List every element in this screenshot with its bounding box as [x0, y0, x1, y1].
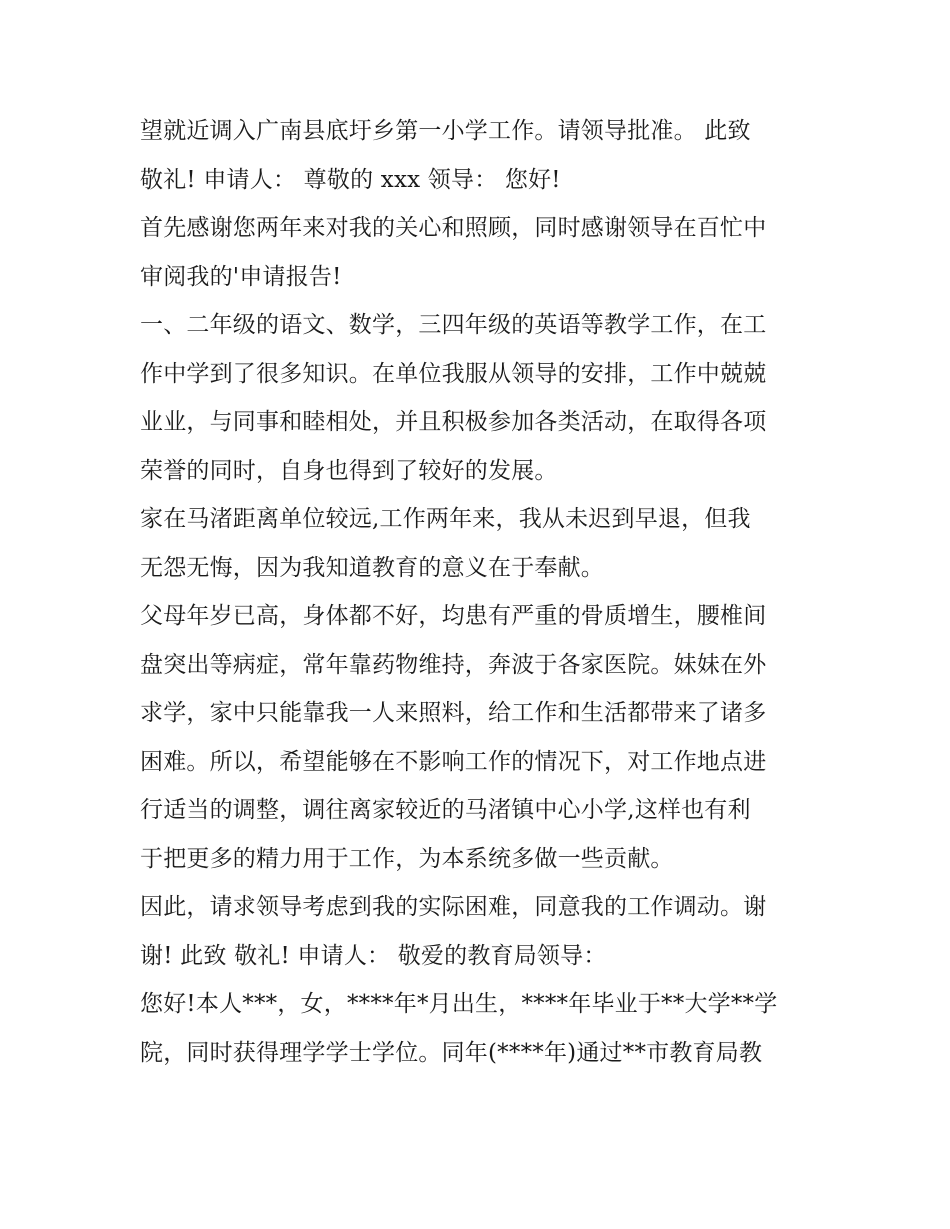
text-line: 盘突出等病症，常年靠药物维持，奔波于各家医院。妹妹在外 [140, 651, 767, 678]
text-line: 业业，与同事和睦相处，并且积极参加各类活动，在取得各项 [140, 409, 767, 435]
text-line: 一、二年级的语文、数学，三四年级的英语等教学工作，在工 [140, 312, 767, 338]
document-body [140, 107, 820, 1077]
text-line: 困难。所以，希望能够在不影响工作的情况下，对工作地点进 [140, 748, 767, 775]
text-line: 行适当的调整，调往离家较近的马渚镇中心小学,这样也有利 [140, 797, 751, 823]
text-line: 谢! 此致 敬礼! 申请人： 敬爱的教育局领导： [140, 942, 607, 969]
text-line: 院，同时获得理学学士学位。同年(****年)通过**市教育局教 [140, 1039, 763, 1066]
text-line: 首先感谢您两年来对我的关心和照顾，同时感谢领导在百忙中 [140, 215, 767, 241]
text-line: 敬礼! 申请人： 尊敬的 xxx 领导： 您好! [140, 166, 561, 193]
text-line: 作中学到了很多知识。在单位我服从领导的安排，工作中兢兢 [140, 360, 767, 387]
text-line: 家在马渚距离单位较远,工作两年来，我从未迟到早退，但我 [140, 506, 751, 532]
text-line: 您好!本人***，女，****年*月出生，****年毕业于**大学**学 [140, 991, 778, 1017]
text-line: 因此，请求领导考虑到我的实际困难，同意我的工作调动。谢 [140, 894, 767, 920]
text-line: 求学，家中只能靠我一人来照料，给工作和生活都带来了诸多 [140, 700, 767, 726]
text-line: 父母年岁已高，身体都不好，均患有严重的骨质增生，腰椎间 [140, 603, 767, 629]
text-line: 审阅我的'申请报告! [140, 263, 342, 290]
text-line: 望就近调入广南县底圩乡第一小学工作。请领导批准。 此致 [140, 118, 751, 144]
text-line: 无怨无悔，因为我知道教育的意义在于奉献。 [140, 554, 604, 581]
text-line: 于把更多的精力用于工作，为本系统多做一些贡献。 [140, 845, 674, 872]
text-line: 荣誉的同时，自身也得到了较好的发展。 [140, 457, 558, 484]
